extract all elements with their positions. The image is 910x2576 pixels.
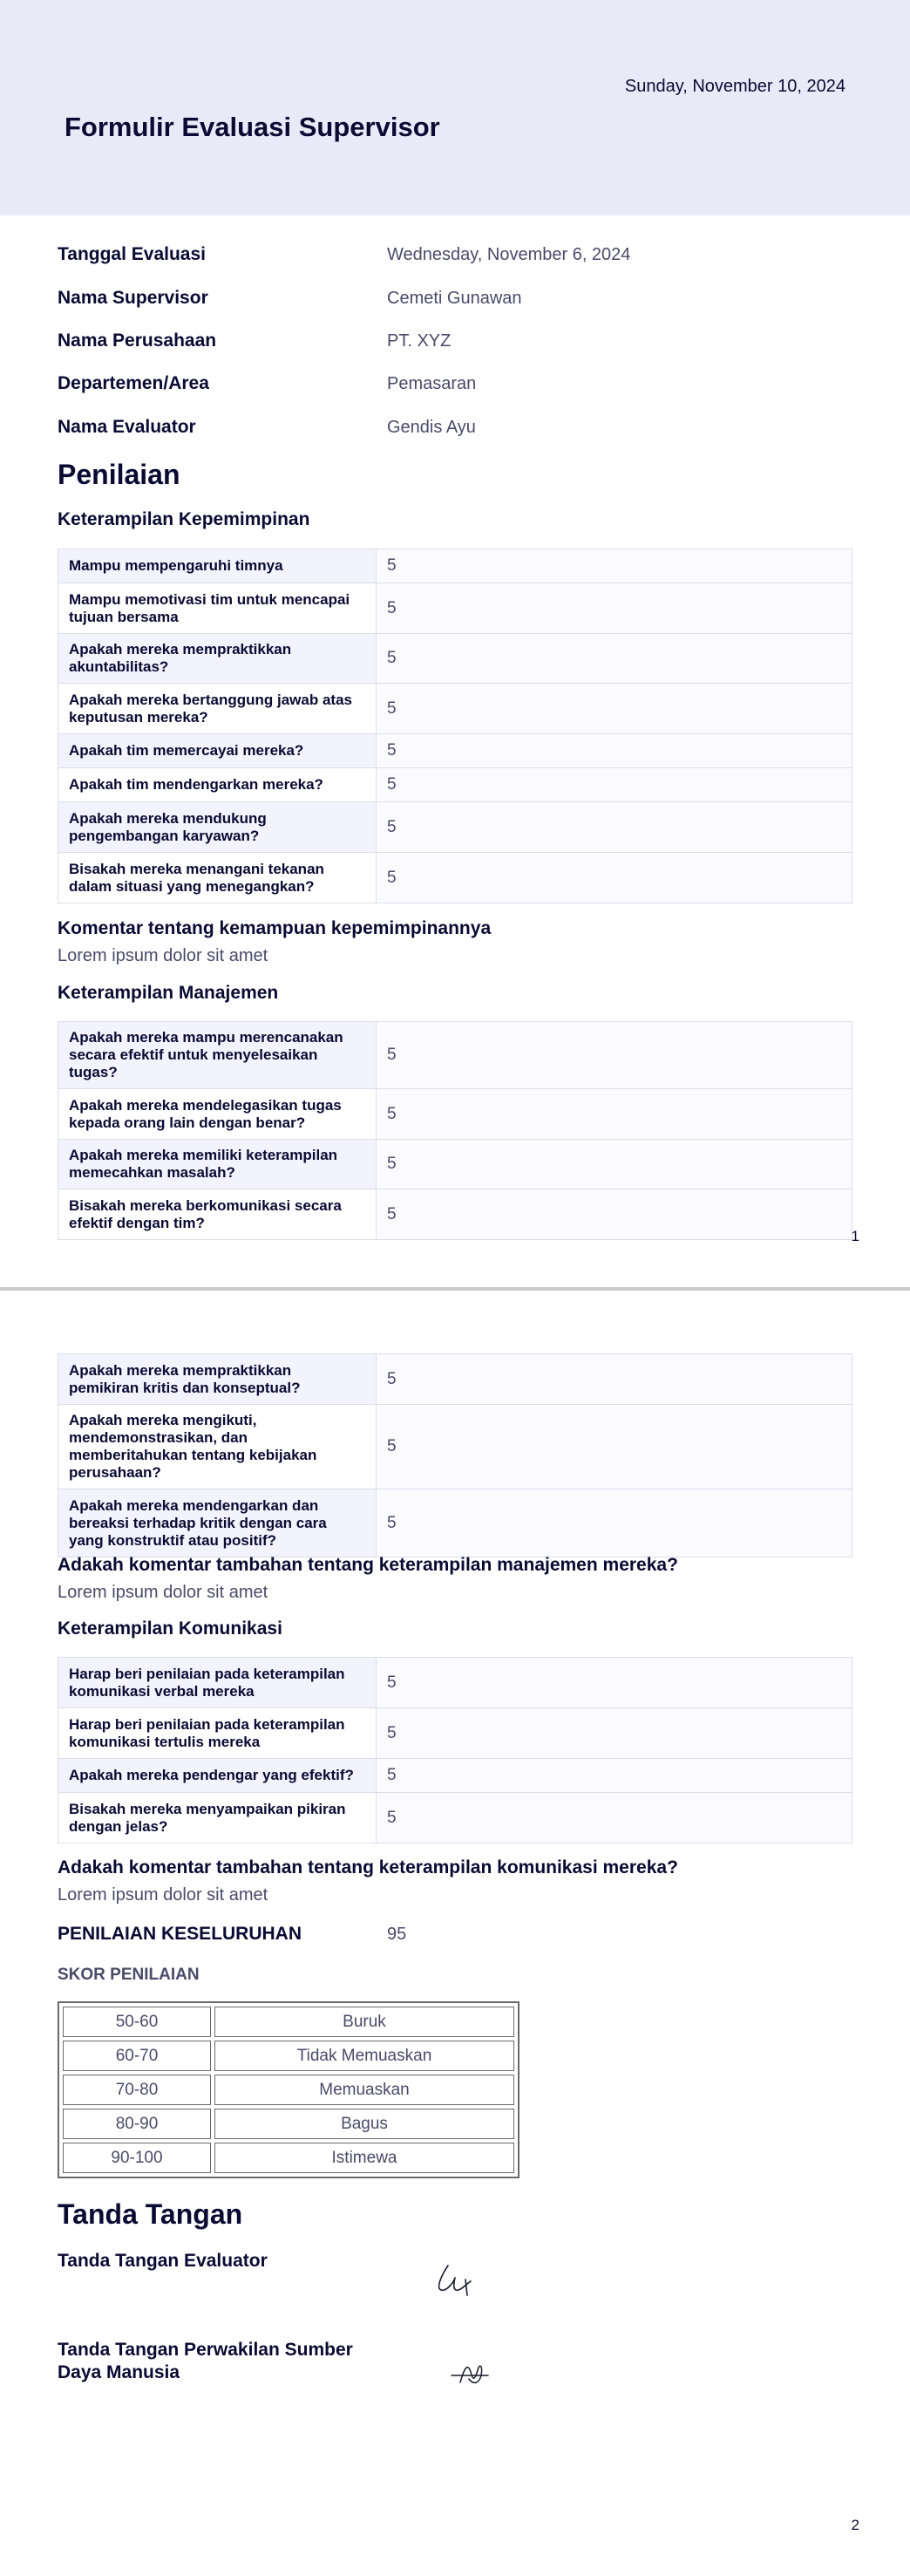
- score-description: Bagus: [214, 2109, 514, 2139]
- answer-cell: 5: [377, 634, 852, 684]
- score-range: 80-90: [63, 2109, 211, 2139]
- answer-cell: 5: [377, 1489, 852, 1557]
- table-row: [58, 734, 852, 768]
- info-label: Departemen/Area: [58, 373, 209, 393]
- overall-rating-label: PENILAIAN KESELURUHAN: [58, 1924, 302, 1944]
- info-label: Nama Evaluator: [58, 417, 196, 437]
- score-range: 60-70: [63, 2041, 211, 2071]
- question-cell: Harap beri penilaian pada keterampilan komunikasi verbal mereka: [58, 1658, 377, 1708]
- question-cell: Apakah tim mendengarkan mereka?: [58, 768, 377, 802]
- score-range: 70-80: [63, 2075, 211, 2105]
- communication-comment-title: Adakah komentar tambahan tentang keterampilan komunikasi mereka?: [58, 1857, 678, 1877]
- table-row: [63, 2143, 514, 2173]
- question-cell: Apakah mereka mendengarkan dan bereaksi terhadap kritik dengan cara yang konstruktif atau positif?: [58, 1489, 377, 1557]
- table-row: [58, 1140, 852, 1189]
- question-cell: Apakah mereka mengikuti, mendemonstrasikan, dan memberitahukan tentang kebijakan perusahaan?: [58, 1405, 377, 1489]
- management-table-part-1: [58, 1021, 852, 1240]
- table-row: [58, 1708, 852, 1759]
- answer-cell: 5: [377, 549, 852, 583]
- table-row: [63, 2041, 514, 2071]
- page-1-content: [58, 0, 852, 1287]
- info-label: Nama Perusahaan: [58, 331, 217, 351]
- score-description: Buruk: [214, 2007, 514, 2037]
- page-number: 2: [851, 2517, 859, 2533]
- answer-cell: 5: [377, 1189, 852, 1240]
- info-value: PT. XYZ: [387, 331, 452, 351]
- leadership-table: [58, 549, 852, 903]
- question-cell: Apakah mereka pendengar yang efektif?: [58, 1759, 377, 1793]
- section-title-penilaian: Penilaian: [58, 459, 180, 490]
- answer-cell: 5: [377, 1354, 852, 1405]
- table-row: [58, 1089, 852, 1140]
- communication-table: [58, 1657, 852, 1843]
- answer-cell: 5: [377, 1658, 852, 1708]
- table-row: [58, 1022, 852, 1089]
- info-row-evaluator-name: [58, 417, 852, 443]
- answer-cell: 5: [377, 1793, 852, 1843]
- info-value: Gendis Ayu: [387, 418, 476, 437]
- hr-signature-image: [448, 2353, 497, 2391]
- score-description: Istimewa: [214, 2143, 514, 2173]
- answer-cell: 5: [377, 853, 852, 903]
- question-cell: Apakah mereka mendukung pengembangan karyawan?: [58, 802, 377, 853]
- table-row: [58, 768, 852, 802]
- header-date: Sunday, November 10, 2024: [624, 77, 845, 96]
- table-row: [58, 1354, 852, 1405]
- evaluator-signature-label: Tanda Tangan Evaluator: [58, 2251, 268, 2271]
- communication-comment: Lorem ipsum dolor sit amet: [58, 1885, 268, 1905]
- info-value: Cemeti Gunawan: [387, 289, 522, 308]
- table-row: [58, 1189, 852, 1240]
- page-number: 1: [851, 1228, 859, 1244]
- info-label: Nama Supervisor: [58, 288, 208, 308]
- info-label: Tanggal Evaluasi: [58, 244, 206, 264]
- management-comment: Lorem ipsum dolor sit amet: [58, 1583, 268, 1602]
- answer-cell: 5: [377, 684, 852, 734]
- overall-rating-value: 95: [387, 1925, 407, 1944]
- question-cell: Apakah mereka mampu merencanakan secara efektif untuk menyelesaikan tugas?: [58, 1022, 377, 1089]
- signatures-title: Tanda Tangan: [58, 2198, 243, 2230]
- table-row: [63, 2109, 514, 2139]
- score-scale-table: [58, 2001, 520, 2178]
- score-range: 90-100: [63, 2143, 211, 2173]
- page-2-content: [58, 1291, 852, 2576]
- table-row: [58, 549, 852, 583]
- info-row-department: [58, 373, 852, 399]
- question-cell: Apakah mereka memiliki keterampilan memecahkan masalah?: [58, 1140, 377, 1189]
- question-cell: Bisakah mereka menyampaikan pikiran dengan jelas?: [58, 1793, 377, 1843]
- table-row: [58, 1489, 852, 1557]
- leadership-comment-title: Komentar tentang kemampuan kepemimpinannya: [58, 918, 492, 938]
- answer-cell: 5: [377, 1759, 852, 1793]
- question-cell: Apakah tim memercayai mereka?: [58, 734, 377, 768]
- table-row: [58, 684, 852, 734]
- question-cell: Apakah mereka bertanggung jawab atas keputusan mereka?: [58, 684, 377, 734]
- answer-cell: 5: [377, 583, 852, 634]
- info-row-evaluation-date: [58, 244, 852, 270]
- form-title: Formulir Evaluasi Supervisor: [65, 112, 440, 142]
- score-description: Tidak Memuaskan: [214, 2041, 514, 2071]
- table-row: [58, 1759, 852, 1793]
- question-cell: Bisakah mereka menangani tekanan dalam situasi yang menegangkan?: [58, 853, 377, 903]
- table-row: [58, 1793, 852, 1843]
- question-cell: Apakah mereka mempraktikkan akuntabilitas?: [58, 634, 377, 684]
- answer-cell: 5: [377, 1140, 852, 1189]
- table-row: [63, 2007, 514, 2037]
- info-row-supervisor-name: [58, 288, 852, 314]
- answer-cell: 5: [377, 1708, 852, 1759]
- subsection-title-communication: Keterampilan Komunikasi: [58, 1619, 282, 1639]
- info-row-company-name: [58, 331, 852, 357]
- question-cell: Mampu memotivasi tim untuk mencapai tujuan bersama: [58, 583, 377, 634]
- question-cell: Bisakah mereka berkomunikasi secara efektif dengan tim?: [58, 1189, 377, 1240]
- table-row: [58, 802, 852, 853]
- table-row: [63, 2075, 514, 2105]
- evaluator-signature-image: [432, 2259, 485, 2302]
- info-value: Pemasaran: [387, 374, 477, 393]
- page-2: [0, 1291, 910, 2576]
- page-1: [0, 0, 910, 1287]
- answer-cell: 5: [377, 768, 852, 802]
- question-cell: Apakah mereka mempraktikkan pemikiran kritis dan konseptual?: [58, 1354, 377, 1405]
- question-cell: Mampu mempengaruhi timnya: [58, 549, 377, 583]
- management-comment-title: Adakah komentar tambahan tentang keterampilan manajemen mereka?: [58, 1555, 678, 1575]
- score-range: 50-60: [63, 2007, 211, 2037]
- table-row: [58, 1658, 852, 1708]
- question-cell: Apakah mereka mendelegasikan tugas kepada orang lain dengan benar?: [58, 1089, 377, 1140]
- score-scale-title: SKOR PENILAIAN: [58, 1966, 200, 1984]
- leadership-comment: Lorem ipsum dolor sit amet: [58, 946, 268, 965]
- info-value: Wednesday, November 6, 2024: [387, 245, 631, 264]
- question-cell: Harap beri penilaian pada keterampilan komunikasi tertulis mereka: [58, 1708, 377, 1759]
- answer-cell: 5: [377, 802, 852, 853]
- answer-cell: 5: [377, 734, 852, 768]
- answer-cell: 5: [377, 1022, 852, 1089]
- hr-signature-label: Tanda Tangan Perwakilan Sumber Daya Manusia: [58, 2340, 353, 2382]
- table-row: [58, 634, 852, 684]
- table-row: [58, 1405, 852, 1489]
- subsection-title-management: Keterampilan Manajemen: [58, 983, 279, 1003]
- table-row: [58, 853, 852, 903]
- table-row: [58, 583, 852, 634]
- score-description: Memuaskan: [214, 2075, 514, 2105]
- answer-cell: 5: [377, 1089, 852, 1140]
- subsection-title-leadership: Keterampilan Kepemimpinan: [58, 509, 310, 529]
- answer-cell: 5: [377, 1405, 852, 1489]
- management-table-part-2: [58, 1353, 852, 1557]
